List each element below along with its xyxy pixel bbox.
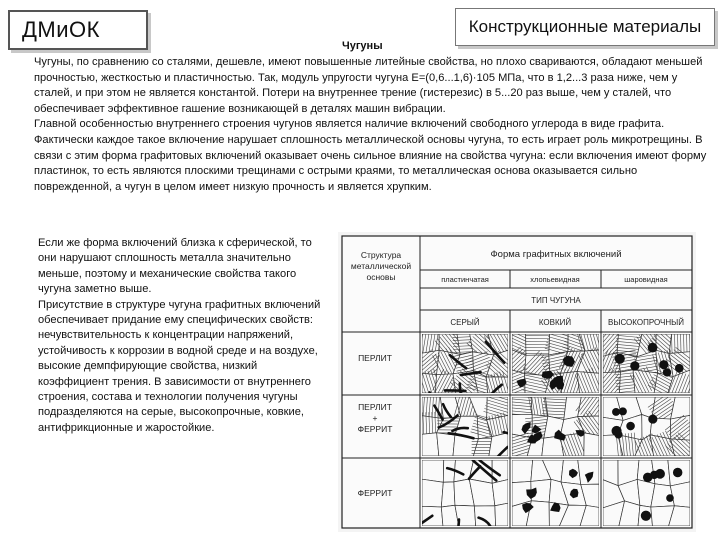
intro-text <box>34 55 712 195</box>
micrograph-cells <box>409 327 695 532</box>
row-label-pearlite-ferrite-3: ФЕРРИТ <box>357 424 393 434</box>
row-label-ferrite: ФЕРРИТ <box>357 488 393 498</box>
grain <box>495 503 508 526</box>
graphite-sphere <box>673 468 682 477</box>
type-label-ductile: ВЫСОКОПРОЧНЫЙ <box>608 318 684 327</box>
micrograph-cell <box>512 460 599 526</box>
micrograph-cell <box>603 460 690 526</box>
grain <box>422 460 444 482</box>
row-label-pearlite-ferrite-1: ПЕРЛИТ <box>358 402 392 412</box>
grain <box>512 460 533 483</box>
graphite-sphere <box>619 407 627 415</box>
row-label-pearlite-ferrite-2: + <box>372 413 378 423</box>
micrograph-cell <box>503 328 605 400</box>
graphite-sphere <box>612 426 622 436</box>
graphite-sphere <box>648 343 658 353</box>
grain <box>584 433 599 456</box>
graphite-sphere <box>663 368 671 376</box>
intro-paragraph-2: Главной особенностью внутреннего строения чугунов является наличие включений свободного углерода в виде графита. Фактически каждое такое включение нарушает сплошность металлической основы чугуна, то есть играет роль микротрещины. В связи с этим форма графитовых включений оказывает очень сильное влияние на свойства чугуна: если включения имеют форму пластинок, то есть являются плоскими трещинами с острыми краями, то металлическая основа оказывается сильно поврежденной, а чугун в целом имеет низкую прочность и является хрупким. <box>34 118 707 193</box>
micrograph-cell <box>409 460 508 532</box>
grain <box>422 479 443 507</box>
graphite-sphere <box>655 469 665 479</box>
corner-label-line-3: основы <box>366 272 396 282</box>
left-text <box>38 236 328 436</box>
grain <box>474 506 495 526</box>
grain <box>422 373 437 393</box>
section-subtitle: Чугуны <box>342 40 383 52</box>
grain <box>441 482 455 507</box>
graphite-sphere <box>675 364 684 373</box>
graphite-sphere <box>666 494 674 502</box>
graphite-sphere <box>641 511 651 521</box>
micrograph-cell <box>595 327 694 399</box>
type-label-malleable: КОВКИЙ <box>538 318 572 327</box>
grain <box>422 433 439 456</box>
row-label-pearlite: ПЕРЛИТ <box>358 353 392 363</box>
graphite-sphere <box>612 408 620 416</box>
left-paragraph-2: Присутствие в структуре чугуна графитных включений обеспечивает придание ему специфических свойств: нечувствительность к концентрации напряжений, устойчивость к коррозии в водной среде и на воздухе, высокие демпфирующие свойства, низкий коэффициент трения. В зависимости от внутреннего строения, состава и технологии получения чугуны подразделяются на серые, высокопрочные, ковкие, антифрикционные и жаростойкие. <box>38 298 321 434</box>
grain <box>492 480 508 506</box>
corner-label-line-1: Структура <box>360 250 402 260</box>
graphite-sphere <box>630 361 639 370</box>
type-label-gray: СЕРЫЙ <box>450 318 480 327</box>
intro-paragraph-1: Чугуны, по сравнению со сталями, дешевле, имеют повышенные литейные свойства, но плохо свариваются, обладают меньшей прочностью, жесткостью и пластичностью. Так, модуль упругости чугуна Е=(0,6...1,6)·105 МПа, что в 1,2...3 раза ниже, чем у сталей, и при этом не является константой. Потери на внутреннее трение (гистерезис) в 5...20 раз выше, чем у сталей, что обеспечивает эффективное гашение возникающей в деталях машин вибрации. <box>34 56 703 115</box>
micrograph-cell <box>506 392 605 461</box>
cast-iron-type-header: ТИП ЧУГУНА <box>531 296 581 305</box>
structure-table-svg <box>338 232 696 532</box>
graphite-sphere <box>648 415 657 424</box>
shape-label-flake: хлопьевидная <box>530 275 580 284</box>
shape-label-spheroidal: шаровидная <box>624 275 668 284</box>
shape-label-plate: пластинчатая <box>441 275 489 284</box>
slide-title: Конструкционные материалы <box>455 8 715 46</box>
corner-label-line-2: металлической <box>350 261 412 271</box>
micrograph-cell <box>603 394 695 463</box>
graphite-sphere <box>659 360 668 369</box>
cast-iron-structure-figure <box>338 232 696 532</box>
left-paragraph-1: Если же форма включений близка к сферической, то они нарушают сплошность металла значительно меньше, поэтому и механические свойства такого чугуна заметно выше. <box>38 237 312 296</box>
logo: ДМиОК <box>8 10 148 50</box>
graphite-shape-header: Форма графитных включений <box>490 249 622 260</box>
grain <box>437 433 455 456</box>
graphite-sphere <box>626 422 635 431</box>
graphite-sphere <box>615 354 625 364</box>
